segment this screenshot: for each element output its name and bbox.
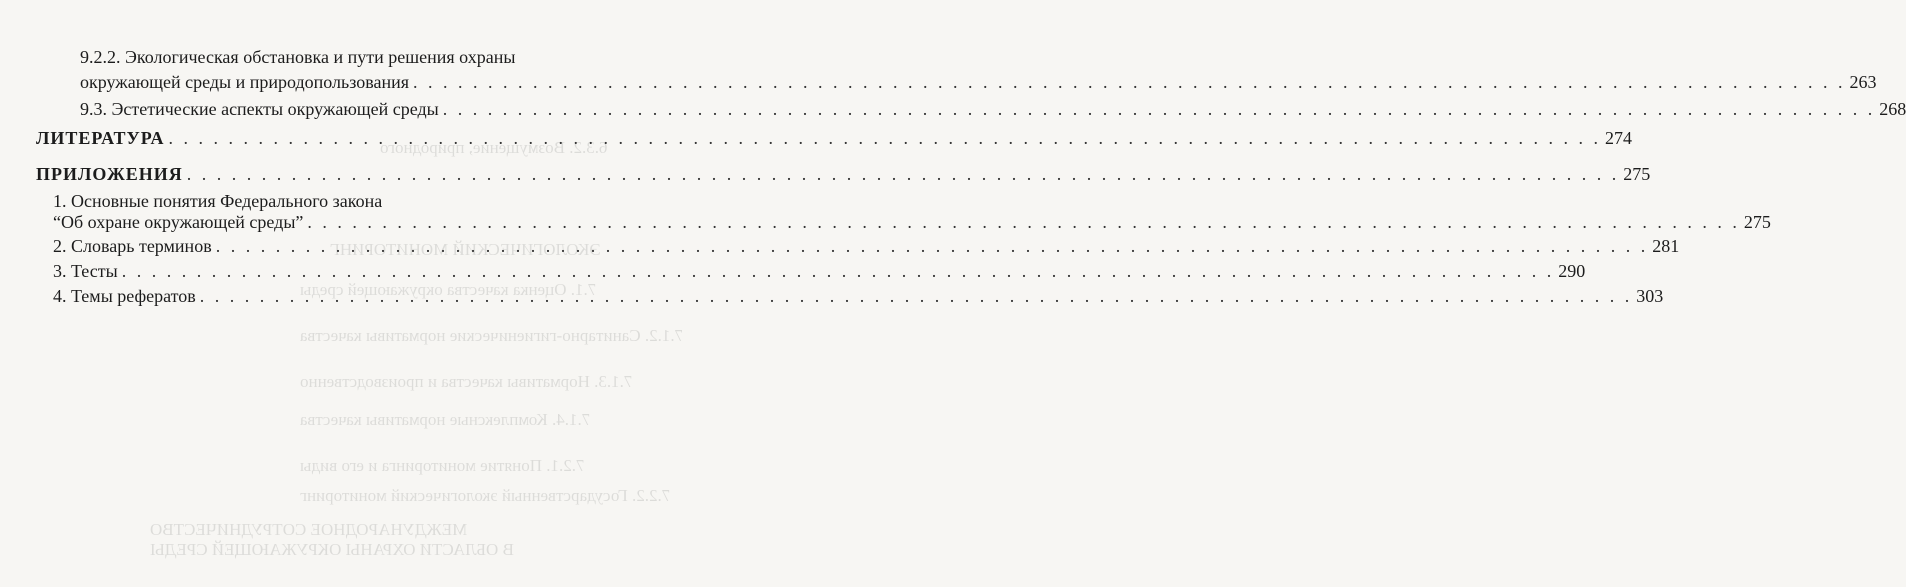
leader-dots bbox=[200, 287, 1633, 305]
toc-section-appendices bbox=[36, 164, 1651, 184]
page-number: 281 bbox=[1652, 236, 1680, 256]
leader-dots bbox=[443, 100, 1876, 118]
leader-dots bbox=[216, 237, 1649, 255]
page-number: 263 bbox=[1849, 72, 1877, 92]
page-number: 268 bbox=[1879, 99, 1906, 119]
leader-dots bbox=[122, 262, 1555, 280]
toc-item-9-2-2-line1: 9.2.2. Экологическая обстановка и пути решения охраны bbox=[80, 47, 516, 67]
page-number: 303 bbox=[1636, 286, 1664, 306]
toc-appendix-2 bbox=[53, 236, 1680, 256]
leader-dots bbox=[413, 73, 1846, 91]
toc-appendix-1 bbox=[53, 212, 1771, 232]
toc-section-literature bbox=[36, 128, 1632, 148]
leader-dots bbox=[187, 165, 1620, 183]
toc-appendix-1-line2: “Об охране окружающей среды” bbox=[53, 212, 304, 232]
toc-item-label: 4. Темы рефератов bbox=[53, 286, 196, 306]
toc-appendix-1-line1: 1. Основные понятия Федерального закона bbox=[53, 191, 383, 211]
toc-item-label: 9.3. Эстетические аспекты окружающей среды bbox=[80, 99, 439, 119]
leader-dots bbox=[168, 129, 1601, 147]
page-number: 290 bbox=[1558, 261, 1586, 281]
toc-appendix-4 bbox=[53, 286, 1664, 306]
toc-item-label: 2. Словарь терминов bbox=[53, 236, 212, 256]
bleed-through-text: 6.3.2. Возмущение, природного ЭКОЛОГИЧЕСКИЙ МОНИТОРИНГ 7.1. Оценка качества окружающей среды 7.1.2. Санитарно-гигиенические нормативы качества 7.1.3. Нормативы качества и производственно 7.1.4. Комплексные нормативы качества 7.2.1. Понятие мониторинга и его виды 7.2.2. Государственный экологический мониторинг МЕЖДУНАРОДНОЕ СОТРУДНИЧЕСТВО В ОБЛАСТИ ОХРАНЫ ОКРУЖАЮЩЕЙ СРЕДЫ bbox=[150, 138, 684, 559]
toc-item-9-2-2 bbox=[80, 72, 1877, 92]
section-title: ПРИЛОЖЕНИЯ bbox=[36, 164, 183, 184]
toc-appendix-3 bbox=[53, 261, 1586, 281]
section-title: ЛИТЕРАТУРА bbox=[36, 128, 165, 148]
toc-item-9-2-2-line2: окружающей среды и природопользования bbox=[80, 72, 410, 92]
page-number: 275 bbox=[1623, 164, 1651, 184]
page-number: 275 bbox=[1743, 212, 1771, 232]
leader-dots bbox=[307, 213, 1740, 231]
page-number: 274 bbox=[1604, 128, 1632, 148]
toc-item-label: 3. Тесты bbox=[53, 261, 118, 281]
toc-item-9-3 bbox=[80, 99, 1906, 119]
